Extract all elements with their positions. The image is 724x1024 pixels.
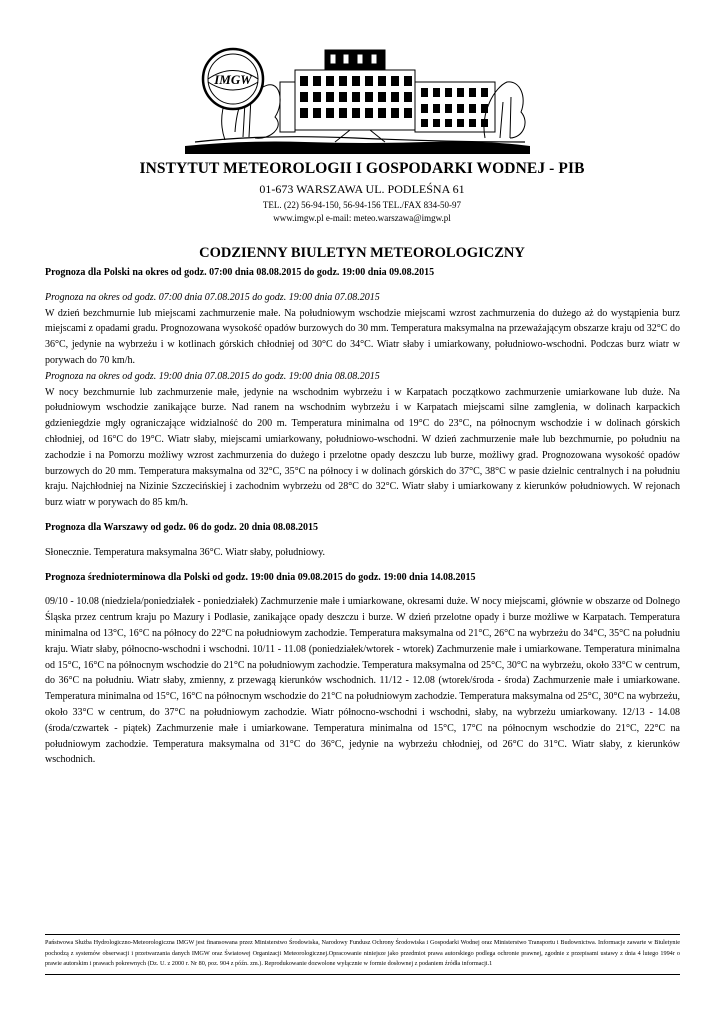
imgw-logo-building-illustration [185, 42, 530, 154]
warsaw-heading: Prognoza dla Warszawy od godz. 06 do godz. 20 dnia 08.08.2015 [45, 521, 318, 533]
institute-phone: TEL. (22) 56-94-150, 56-94-156 TEL./FAX 834-50-97 [262, 200, 462, 210]
institute-web-email: www.imgw.pl e-mail: meteo.warszawa@imgw.pl [273, 213, 451, 223]
bulletin-body [45, 265, 680, 768]
institute-title: INSTYTUT METEOROLOGII I GOSPODARKI WODNEJ - PIB [139, 160, 585, 177]
period2-text: W nocy bezchmurnie lub zachmurzenie małe, jedynie na wschodnim wybrzeżu i w Karpatach początkowo zachmurzenie umiarkowane lub duże. Na południowym wschodzie zanikające burze. Nad ranem na wschodnim wybrzeżu i w Karpatach miejscami silne zamglenia, w dolinach karpackich gdzieniegdzie mgły ograniczające widzialność do 200 m. Temperatura minimalna od 19°C do 23°C, na północnym wschodzie i w dolinach górskich chłodniej, od 16°C do 19°C. Wiatr słaby, miejscami umiarkowany, południowo-wschodni. W dzień zachmurzenie małe lub bezchmurnie, po południu na zachodzie i na Pomorzu możliwy wzrost zachmurzenia do dużego i przelotne opady deszczu lub burze, możliwy grad. Prognozowana wysokość opadów burzowych do 20 mm. Temperatura maksymalna od 32°C, 35°C na północy i w dolinach górskich do 37°C, 38°C w pasie dzielnic centralnych i na południu kraju. Najchłodniej na Nizinie Szczecińskiej i zachodnim wybrzeżu od 28°C do 32°C. Wiatr słaby i umiarkowany z kierunków południowych. W rejonach burz wiatr w porywach do 85 km/h. [45, 386, 680, 509]
footer-disclaimer: Państwowa Służba Hydrologiczno-Meteorologiczna IMGW jest finansowana przez Ministerstwo Środowiska, Narodowy Fundusz Ochrony Środowiska i Gospodarki Wodnej oraz Ministerstwo Transportu i Budownictwa. Informacje zawarte w Biuletynie pochodzą z systemów obserwacji i przetwarzania danych IMGW oraz Światowej Organizacji Meteorologicznej.Opracowanie niniejsze jako przedmiot prawa autorskiego podlega ochronie prawnej, zgodnie z przepisami ustawy z dnia 4 lutego 1994r o prawie autorskim i prawach pokrewnych (Dz. U. z 2000 r. Nr 80, poz. 904 z późn. zm.). Reprodukowanie dozwolone wyłącznie w formie dosłownej z podaniem źródła informacji.1 [45, 934, 680, 975]
forecast-heading: Prognoza dla Polski na okres od godz. 07:00 dnia 08.08.2015 do godz. 19:00 dnia 09.08.2015 [45, 267, 435, 278]
bulletin-title: CODZIENNY BIULETYN METEOROLOGICZNY [199, 245, 525, 261]
midterm-text: 09/10 - 10.08 (niedziela/poniedziałek - poniedziałek) Zachmurzenie małe i umiarkowane, okresami duże. W nocy miejscami, głównie w obszarze od Dolnego Śląska przez centrum kraju po Mazury i Podlasie, zanikające opady deszczu i burze. W dzień przelotne opady i burze możliwe w Karpatach. Temperatura minimalna od 13°C, 16°C na północy do 22°C na południowym zachodzie. Temperatura maksymalna od 21°C, 26°C na wybrzeżu do 34°C, 35°C na południu kraju. Wiatr słaby, północno-wschodni i wschodni. 10/11 - 11.08 (poniedziałek/wtorek - wtorek) Zachmurzenie małe i umiarkowane. Temperatura minimalna od 15°C, 16°C na północnym wschodzie do 21°C na południowym zachodzie. Temperatura maksymalna od 25°C, 30°C na wybrzeżu, około 33°C w centrum, do 36°C na południu. Wiatr słaby, zmienny, z przewagą kierunków wschodnich. 11/12 - 12.08 (wtorek/środa - środa) Zachmurzenie małe i umiarkowane. Temperatura minimalna od 15°C, 16°C na północnym wschodzie do 21°C na południowym zachodzie. Temperatura maksymalna od 25°C, 30°C na wybrzeżu, około 33°C w centrum, do 37°C na południowym zachodzie. Wiatr północno-wschodni i wschodni, słaby, na wybrzeżu umiarkowany. 12/13 - 14.08 (środa/czwartek - piątek) Zachmurzenie małe i umiarkowane. Temperatura minimalna od 15°C, 17°C na północnym wschodzie do 21°C, 22°C na południowym zachodzie. Temperatura maksymalna od 31°C do 36°C, jedynie na wybrzeżu chłodniej, od 26°C do 31°C. Wiatr słaby, z kierunków wschodnich. [45, 596, 680, 766]
midterm-heading: Prognoza średnioterminowa dla Polski od godz. 19:00 dnia 09.08.2015 do godz. 19:00 dnia 14.08.2015 [45, 571, 476, 583]
institute-address: 01-673 WARSZAWA UL. PODLEŚNA 61 [259, 182, 465, 196]
warsaw-text: Słonecznie. Temperatura maksymalna 36°C. Wiatr słaby, południowy. [45, 546, 326, 558]
period2-label: Prognoza na okres od godz. 19:00 dnia 07.08.2015 do godz. 19:00 dnia 08.08.2015 [45, 370, 380, 382]
period1-text: W dzień bezchmurnie lub miejscami zachmurzenie małe. Na południowym wschodzie miejscami wzrost zachmurzenia do dużego aż do wystąpienia burz miejscami z opadami gradu. Prognozowana wysokość opadów burzowych do 30 mm. Temperatura maksymalna na przeważającym obszarze kraju od 32°C do 36°C, jedynie na wybrzeżu i w kotlinach górskich chłodniej od 30°C do 34°C. Wiatr słaby i umiarkowany, południowo-wschodni. Podczas burz wiatr w porywach do 70 km/h. [45, 307, 680, 366]
period1-label: Prognoza na okres od godz. 07:00 dnia 07.08.2015 do godz. 19:00 dnia 07.08.2015 [45, 291, 380, 303]
logo-text: IMGW [214, 72, 252, 87]
